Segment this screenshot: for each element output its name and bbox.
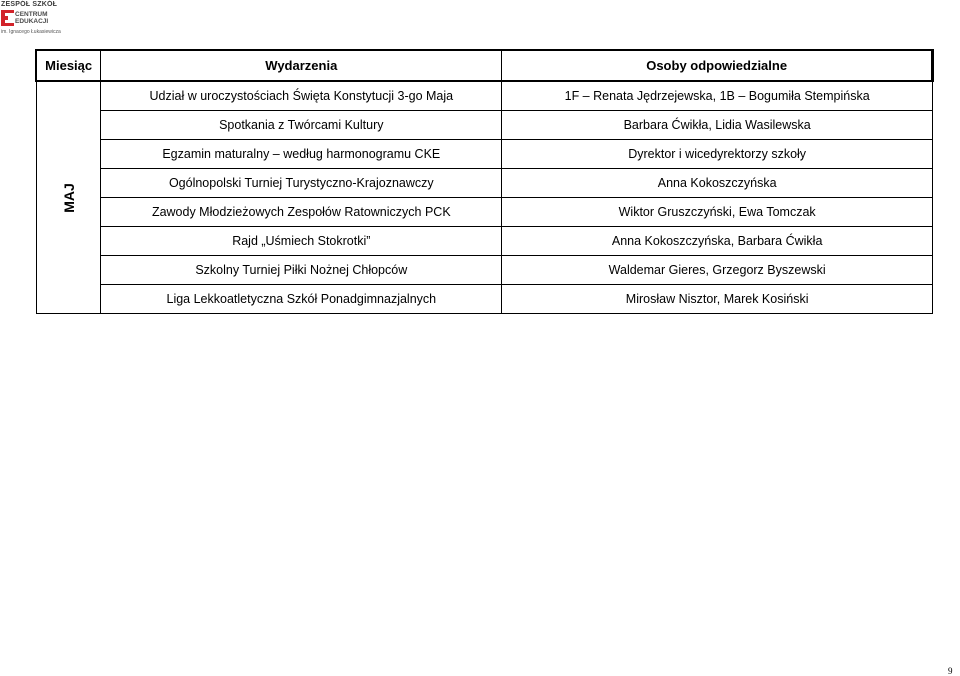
logo-subtitle: im. Ignacego Łukasiewicza bbox=[1, 29, 61, 35]
events-table bbox=[35, 49, 934, 314]
page-number: 9 bbox=[948, 666, 953, 676]
table-row bbox=[36, 169, 933, 198]
event-cell: Egzamin maturalny – według harmonogramu CKE bbox=[101, 140, 502, 169]
logo-name-line1: CENTRUM bbox=[15, 11, 48, 18]
event-cell: Ogólnopolski Turniej Turystyczno-Krajoznawczy bbox=[101, 169, 502, 198]
responsible-cell: Waldemar Gieres, Grzegorz Byszewski bbox=[502, 256, 933, 285]
logo-top-text: ZESPÓŁ SZKÓŁ bbox=[1, 1, 58, 8]
event-cell: Liga Lekkoatletyczna Szkół Ponadgimnazjalnych bbox=[101, 285, 502, 314]
header-month: Miesiąc bbox=[36, 50, 101, 81]
table-row bbox=[36, 285, 933, 314]
table-row bbox=[36, 198, 933, 227]
table-row bbox=[36, 140, 933, 169]
responsible-cell: Dyrektor i wicedyrektorzy szkoły bbox=[502, 140, 933, 169]
month-label: MAJ bbox=[60, 182, 77, 213]
table-row bbox=[36, 81, 933, 111]
event-cell: Udział w uroczystościach Święta Konstytucji 3-go Maja bbox=[101, 81, 502, 111]
event-cell: Spotkania z Twórcami Kultury bbox=[101, 111, 502, 140]
logo-e-mark-icon bbox=[1, 10, 14, 26]
event-cell: Zawody Młodzieżowych Zespołów Ratowniczych PCK bbox=[101, 198, 502, 227]
table-row bbox=[36, 111, 933, 140]
responsible-cell: Wiktor Gruszczyński, Ewa Tomczak bbox=[502, 198, 933, 227]
event-cell: Szkolny Turniej Piłki Nożnej Chłopców bbox=[101, 256, 502, 285]
table-header-row bbox=[36, 50, 933, 81]
responsible-cell: Anna Kokoszczyńska bbox=[502, 169, 933, 198]
responsible-cell: Mirosław Nisztor, Marek Kosiński bbox=[502, 285, 933, 314]
table-row bbox=[36, 227, 933, 256]
responsible-cell: Barbara Ćwikła, Lidia Wasilewska bbox=[502, 111, 933, 140]
school-logo bbox=[0, 0, 70, 38]
month-cell bbox=[36, 81, 101, 314]
header-responsible: Osoby odpowiedzialne bbox=[502, 50, 933, 81]
logo-name-line2: EDUKACJI bbox=[15, 18, 49, 25]
event-cell: Rajd „Uśmiech Stokrotki” bbox=[101, 227, 502, 256]
header-events: Wydarzenia bbox=[101, 50, 502, 81]
responsible-cell: 1F – Renata Jędrzejewska, 1B – Bogumiła Stempińska bbox=[502, 81, 933, 111]
responsible-cell: Anna Kokoszczyńska, Barbara Ćwikła bbox=[502, 227, 933, 256]
table-row bbox=[36, 256, 933, 285]
logo-name bbox=[15, 11, 48, 25]
